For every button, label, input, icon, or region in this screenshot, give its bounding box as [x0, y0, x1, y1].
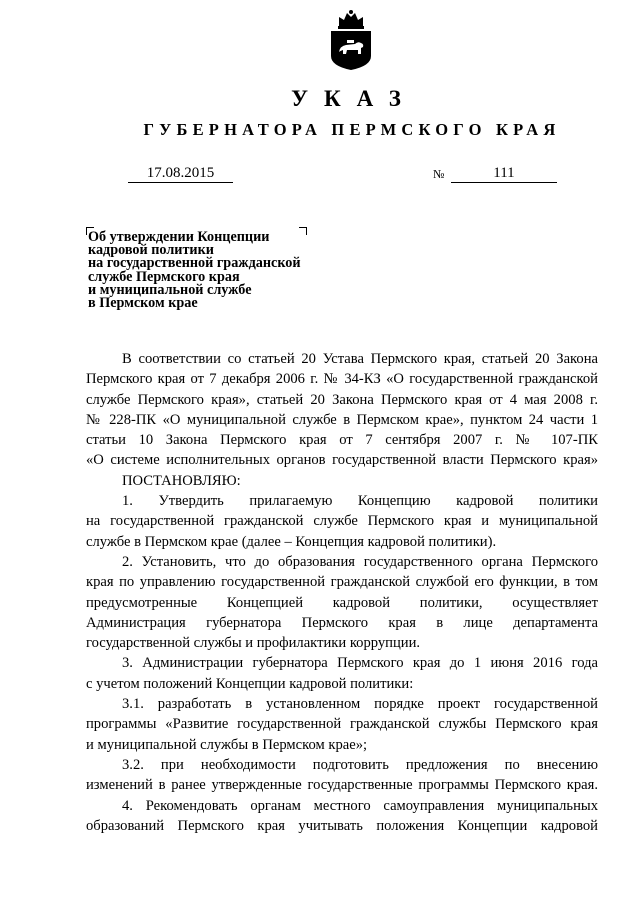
body-line: на государственной гражданской службе Пермского края и муниципальной	[86, 513, 598, 530]
body-line: с учетом положений Концепции кадровой политики:	[86, 675, 414, 692]
body-line: 2. Установить, что до образования государственного органа Пермского	[122, 553, 598, 570]
body-line: предусмотренные Концепцией кадровой политики, осуществляет	[86, 594, 598, 611]
body-line: статьи 10 Закона Пермского края от 7 сентября 2007 г. № 107-ПК	[86, 432, 598, 449]
decree-date: 17.08.2015	[128, 164, 233, 183]
issuer-title: ГУБЕРНАТОРА ПЕРМСКОГО КРАЯ	[143, 120, 561, 139]
body-line: Администрация губернатора Пермского края в лице департамента	[86, 614, 598, 631]
subject-line: кадровой политики	[88, 242, 214, 259]
body-line: службе в Пермском крае (далее – Концепция кадровой политики).	[86, 533, 497, 550]
subject-line: службе Пермского края	[88, 268, 240, 285]
decree-title: УКАЗ	[291, 86, 417, 111]
body-line: Пермского края от 7 декабря 2006 г. № 34-КЗ «О государственной гражданской	[86, 371, 598, 388]
body-line: образований Пермского края учитывать положения Концепции кадровой	[86, 817, 598, 834]
body-line: № 228-ПК «О муниципальной службе в Пермском крае», пунктом 24 части 1	[86, 411, 598, 428]
coat-of-arms-emblem	[325, 8, 377, 72]
subject-line: и муниципальной службе	[88, 281, 252, 298]
body-line: 4. Рекомендовать органам местного самоуправления муниципальных	[122, 797, 598, 814]
body-line: программы «Развитие государственной гражданской службы Пермского края	[86, 716, 598, 733]
body-line: 3.1. разработать в установленном порядке проект государственной	[122, 696, 598, 713]
body-line: 3.2. при необходимости подготовить предложения по внесению	[122, 756, 598, 773]
body-line: государственной службы и профилактики коррупции.	[86, 635, 421, 652]
decree-body	[86, 349, 598, 836]
subject-line: на государственной гражданской	[88, 255, 301, 272]
body-line: службе Пермского края», статьей 20 Закона Пермского края от 4 мая 2008 г.	[86, 391, 598, 408]
subject-line: в Пермском крае	[88, 295, 198, 312]
number-sign: №	[433, 167, 445, 181]
decree-subject	[88, 231, 333, 310]
subject-line: Об утверждении Концепции	[88, 229, 270, 245]
body-line: 3. Администрации губернатора Пермского края до 1 июня 2016 года	[122, 655, 598, 672]
body-line: края по управлению государственной гражданской службой его функции, в том	[86, 574, 598, 591]
body-line: «О системе исполнительных органов государственной власти Пермского края»	[86, 452, 598, 469]
body-line: В соответствии со статьей 20 Устава Пермского края, статьей 20 Закона	[122, 351, 598, 367]
body-line: и муниципальной службы в Пермском крае»;	[86, 736, 368, 753]
decree-number: 111	[451, 164, 557, 183]
body-line: ПОСТАНОВЛЯЮ:	[122, 472, 241, 489]
body-line: изменений в ранее утвержденные государственные программы Пермского края.	[86, 777, 598, 794]
body-line: 1. Утвердить прилагаемую Концепцию кадровой политики	[122, 493, 598, 510]
